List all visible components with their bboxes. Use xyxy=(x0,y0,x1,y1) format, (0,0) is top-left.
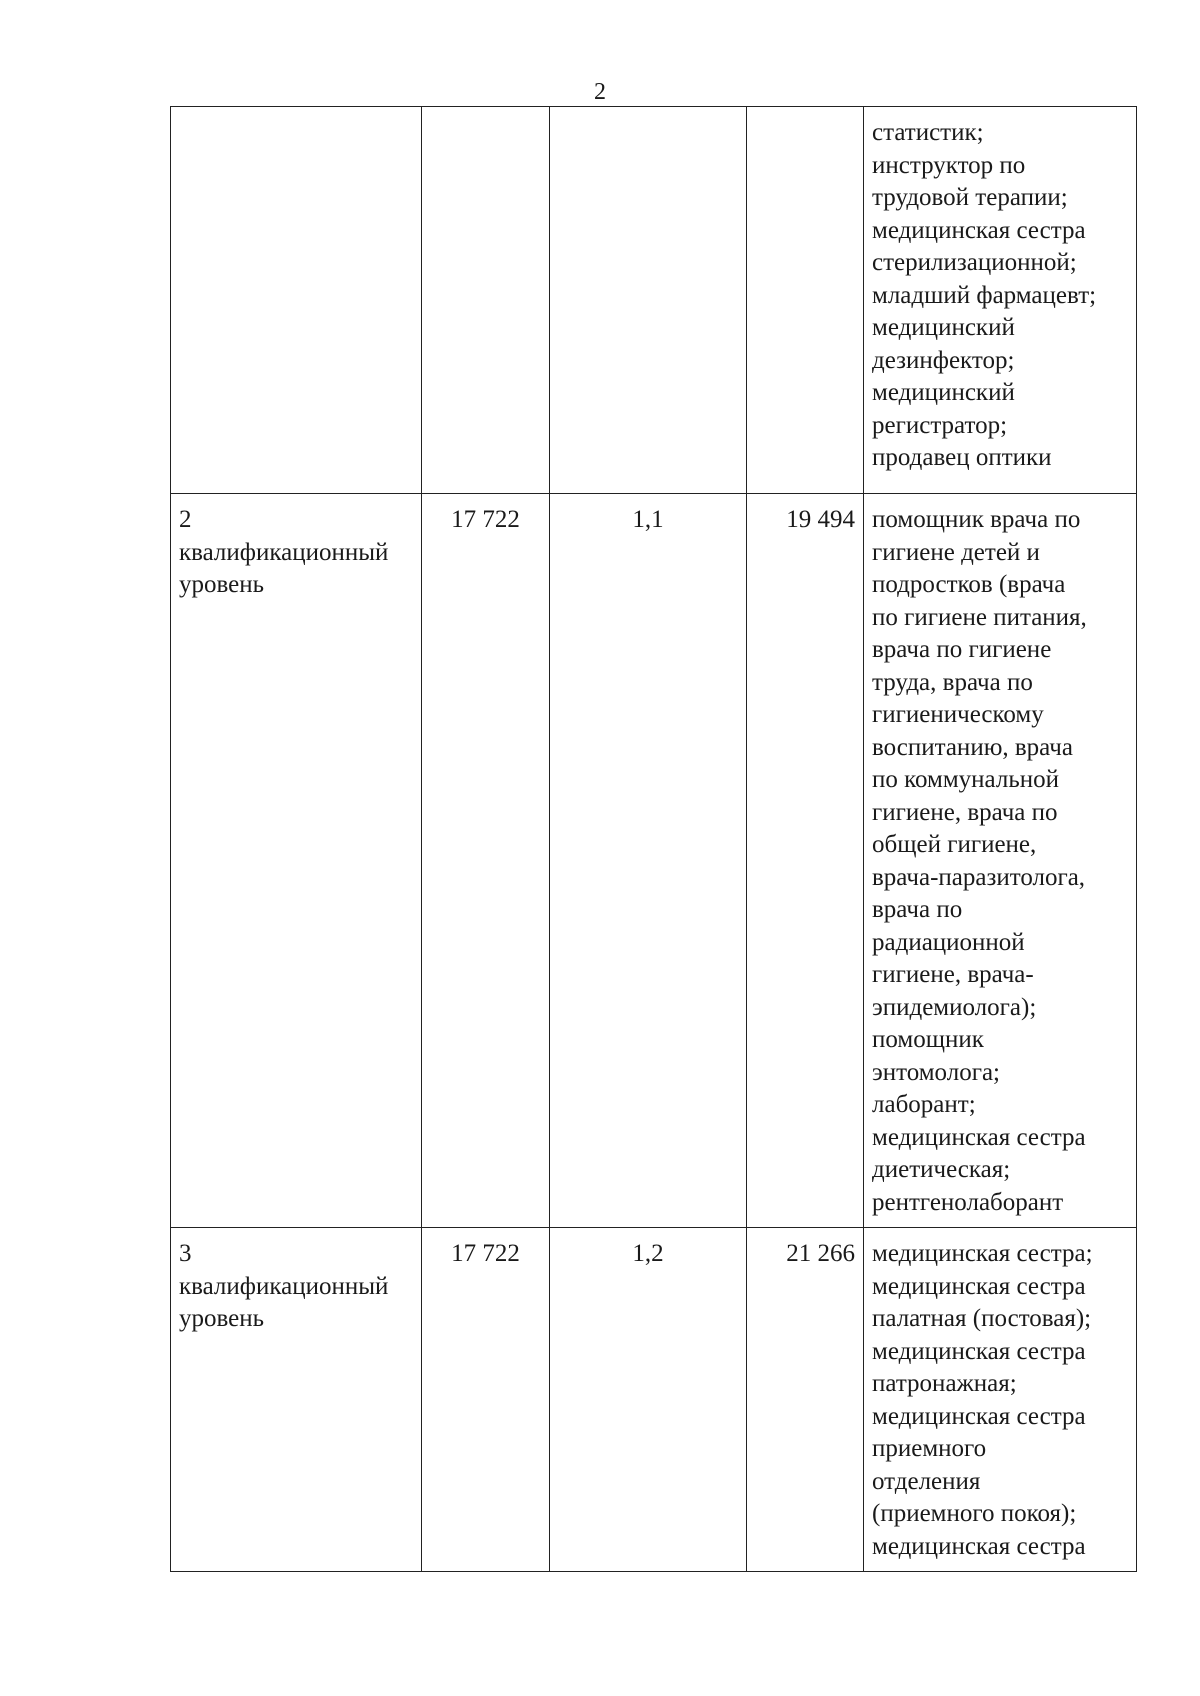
position-line: воспитанию, врача xyxy=(872,733,1073,761)
position-line: рентгенолаборант xyxy=(872,1188,1064,1216)
position-line: труда, врача по xyxy=(872,668,1033,696)
position-line: регистратор; xyxy=(872,411,1008,439)
position-line: помощник врача по xyxy=(872,506,1081,533)
position-line: врача-паразитолога, xyxy=(872,863,1086,891)
position-line: эпидемиолога); xyxy=(872,993,1037,1021)
positions-cell xyxy=(864,107,1137,494)
position-line: патронажная; xyxy=(872,1370,1017,1397)
position-line: медицинский xyxy=(872,379,1015,406)
position-line: врача по гигиене xyxy=(872,636,1052,663)
position-line: приемного xyxy=(872,1435,987,1462)
level-label: уровень xyxy=(179,571,265,598)
level-cell xyxy=(171,1228,422,1572)
position-line: лаборант; xyxy=(872,1091,976,1118)
position-line: общей гигиене, xyxy=(872,831,1037,858)
coefficient-cell: 1,2 xyxy=(550,1228,747,1572)
position-line: стерилизационной; xyxy=(872,249,1077,276)
position-line: гигиене детей и xyxy=(872,538,1040,566)
position-line: (приемного покоя); xyxy=(872,1500,1077,1527)
positions-cell xyxy=(864,494,1137,1228)
coefficient-cell xyxy=(550,107,747,494)
salary-cell: 19 494 xyxy=(747,494,864,1228)
position-line: подростков (врача xyxy=(872,571,1066,598)
position-line: медицинский xyxy=(872,314,1015,341)
position-line: радиационной xyxy=(872,928,1025,956)
position-line: гигиене, врача- xyxy=(872,961,1034,988)
position-line: трудовой терапии; xyxy=(872,184,1068,211)
position-line: инструктор по xyxy=(872,151,1026,179)
level-cell xyxy=(171,107,422,494)
level-label: уровень xyxy=(179,1305,265,1332)
level-cell xyxy=(171,494,422,1228)
page-number: 2 xyxy=(594,79,606,105)
position-line: медицинская сестра xyxy=(872,1532,1086,1560)
positions-cell xyxy=(864,1228,1137,1572)
position-line: медицинская сестра xyxy=(872,1272,1086,1300)
level-number: 3 xyxy=(179,1240,192,1267)
level-label: квалификационный xyxy=(179,1272,389,1300)
position-line: медицинская сестра; xyxy=(872,1240,1093,1267)
position-line: гигиене, врача по xyxy=(872,798,1058,826)
position-line: по коммунальной xyxy=(872,766,1059,793)
position-line: по гигиене питания, xyxy=(872,603,1087,631)
table-row xyxy=(171,107,1137,494)
position-line: медицинская сестра xyxy=(872,1402,1086,1430)
position-line: врача по xyxy=(872,896,963,923)
position-line: диетическая; xyxy=(872,1156,1011,1183)
base-salary-cell: 17 722 xyxy=(422,1228,550,1572)
base-salary-cell xyxy=(422,107,550,494)
position-line: младший фармацевт; xyxy=(872,281,1097,309)
salary-cell: 21 266 xyxy=(747,1228,864,1572)
position-line: гигиеническому xyxy=(872,701,1044,728)
level-number: 2 xyxy=(179,506,192,533)
position-line: дезинфектор; xyxy=(872,346,1015,374)
level-label: квалификационный xyxy=(179,538,389,566)
position-line: палатная (постовая); xyxy=(872,1305,1092,1332)
position-line: медицинская сестра xyxy=(872,216,1086,244)
base-salary-cell: 17 722 xyxy=(422,494,550,1228)
position-line: отделения xyxy=(872,1467,981,1495)
coefficient-cell: 1,1 xyxy=(550,494,747,1228)
position-line: медицинская сестра xyxy=(872,1337,1086,1365)
position-line: продавец оптики xyxy=(872,444,1052,471)
position-line: статистик; xyxy=(872,119,984,146)
table-row xyxy=(171,494,1137,1228)
table-row xyxy=(171,1228,1137,1572)
position-line: помощник xyxy=(872,1026,984,1053)
salary-table xyxy=(170,106,1137,1572)
position-line: энтомолога; xyxy=(872,1058,1000,1086)
position-line: медицинская сестра xyxy=(872,1123,1086,1151)
salary-cell xyxy=(747,107,864,494)
